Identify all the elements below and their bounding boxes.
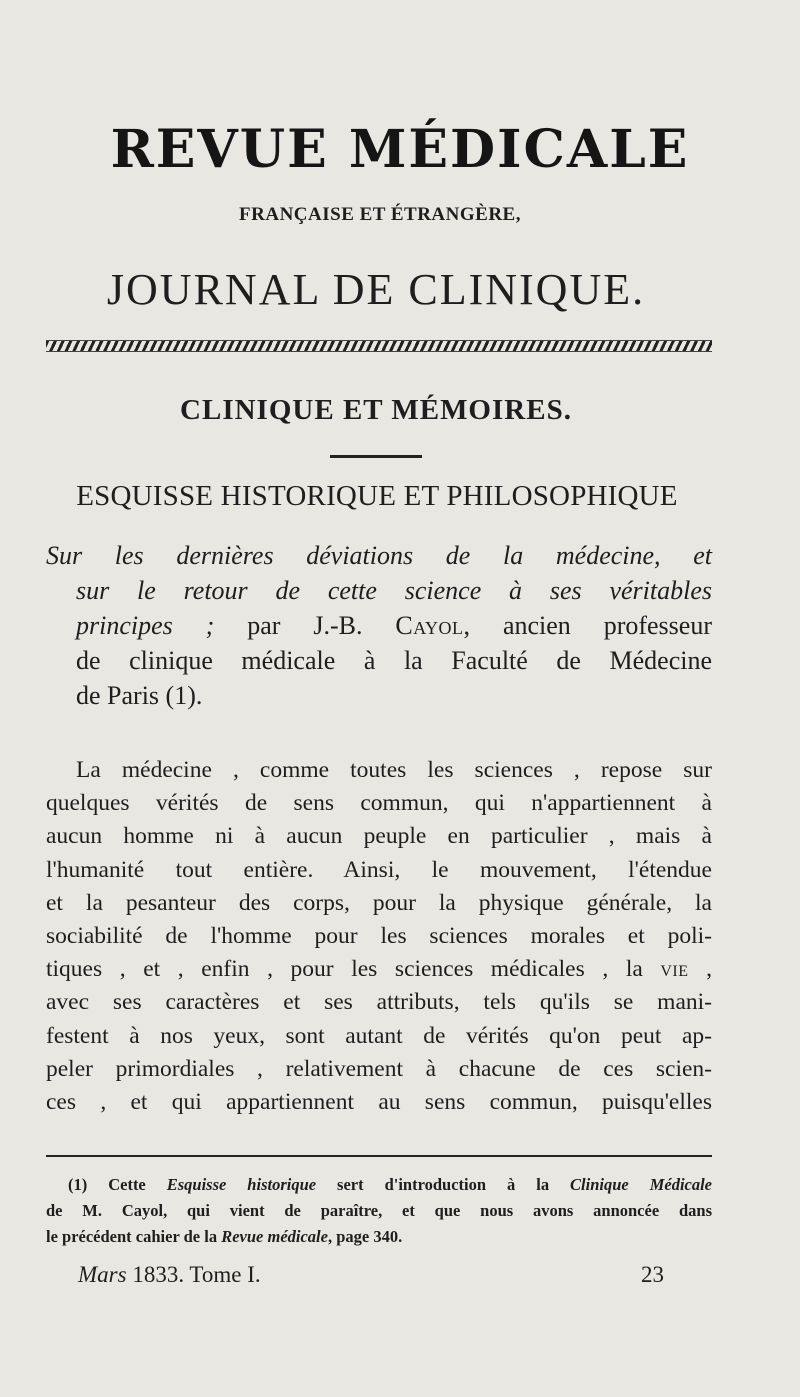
- body-line: aucun homme ni à aucun peuple en particulier , mais à: [46, 823, 712, 850]
- footnote-line: [46, 1172, 712, 1198]
- footnote: [46, 1172, 712, 1250]
- body-line: avec ses caractères et ses attributs, tels qu'ils se mani-: [46, 989, 712, 1016]
- subhead-line: de Paris (1).: [76, 681, 203, 710]
- body-line: sociabilité de l'homme pour les sciences morales et poli-: [46, 923, 712, 950]
- body-line: ces , et qui appartiennent au sens commun, puisqu'elles: [46, 1089, 712, 1116]
- footnote-italic: Revue médicale: [221, 1227, 328, 1246]
- section-heading: CLINIQUE ET MÉMOIRES.: [180, 394, 572, 426]
- body-text: ,: [688, 956, 712, 983]
- subhead-line: de clinique médicale à la Faculté de Médecine: [76, 646, 712, 675]
- masthead-subtitle: FRANÇAISE ET ÉTRANGÈRE,: [239, 204, 521, 225]
- footnote-text: (1) Cette: [68, 1175, 167, 1194]
- body-line: La médecine , comme toutes les sciences , repose sur: [76, 757, 712, 783]
- article-body: [46, 754, 712, 1119]
- subhead-par: par J.-B.: [214, 611, 396, 640]
- subhead-line: Sur les dernières déviations de la médecine, et: [46, 541, 712, 570]
- footnote-line: de M. Cayol, qui vient de paraître, et que nous avons annoncée dans: [46, 1201, 712, 1220]
- masthead-title: REVUE MÉDICALE: [110, 119, 690, 180]
- subhead-rest: , ancien professeur: [463, 611, 712, 640]
- footnote-rule: [46, 1155, 712, 1157]
- author-name: Cayol: [395, 611, 464, 640]
- footnote-text: le précédent cahier de la: [46, 1227, 222, 1246]
- article-title: ESQUISSE HISTORIQUE ET PHILOSOPHIQUE: [76, 480, 678, 512]
- signature-month: Mars: [78, 1262, 127, 1287]
- subhead-italic: principes ;: [76, 611, 215, 640]
- subhead-line: sur le retour de cette science à ses véritables: [76, 576, 712, 605]
- footnote-text: , page 340.: [327, 1227, 403, 1246]
- footnote-italic: Clinique Médicale: [570, 1175, 713, 1194]
- journal-title: JOURNAL DE CLINIQUE.: [106, 265, 646, 314]
- body-text: tiques , et , enfin , pour les sciences médicales , la: [46, 956, 661, 983]
- ornamental-rule: [46, 340, 712, 352]
- body-line: l'humanité tout entière. Ainsi, le mouvement, l'étendue: [46, 856, 712, 883]
- small-caps-word: vie: [660, 956, 689, 983]
- article-subhead: [46, 538, 712, 713]
- signature-date: [78, 1262, 261, 1288]
- section-divider: [330, 455, 422, 458]
- body-line: quelques vérités de sens commun, qui n'appartiennent à: [46, 790, 712, 817]
- footnote-italic: Esquisse historique: [166, 1175, 317, 1194]
- subhead-line: [46, 608, 712, 643]
- body-line: et la pesanteur des corps, pour la physique générale, la: [46, 889, 712, 916]
- signature-volume: 1833. Tome I.: [126, 1262, 261, 1287]
- signature-number: 23: [641, 1262, 664, 1287]
- footnote-text: sert d'introduction à la: [316, 1175, 571, 1194]
- body-line: festent à nos yeux, sont autant de vérités qu'on peut ap-: [46, 1022, 712, 1049]
- body-line: [46, 953, 712, 986]
- footnote-line: [46, 1224, 712, 1250]
- body-line: peler primordiales , relativement à chacune de ces scien-: [46, 1055, 712, 1082]
